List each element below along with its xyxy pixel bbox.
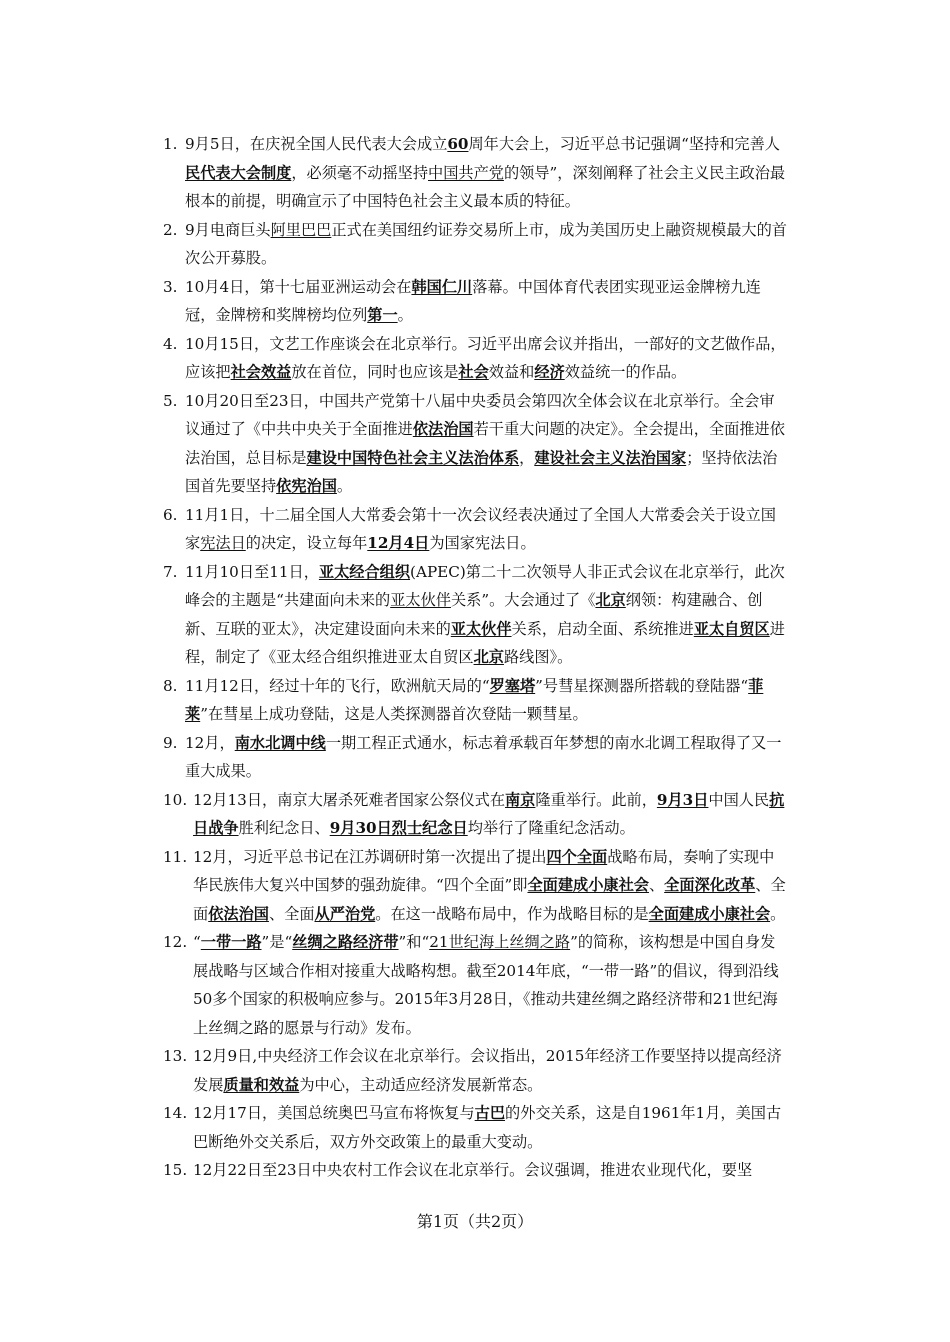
- answer-highlight: 建设中国特色社会主义法治体系: [306, 448, 520, 467]
- answer-highlight: 21世纪海上丝绸之路: [429, 933, 571, 951]
- list-item: [163, 928, 789, 1042]
- text-run: 路线图》。: [503, 648, 573, 666]
- answer-highlight: 9月30日烈士纪念日: [329, 819, 468, 837]
- list-item: [163, 330, 789, 387]
- text-run: 11月10日至11日，: [185, 562, 319, 581]
- item-number: 10.: [163, 790, 188, 809]
- text-run: 战略布局，奏响了实现中华民族伟大复兴中国梦的强劲旋律。“四个全面”即: [193, 847, 775, 894]
- text-run: 11月1日，十二届全国人大常委会第十一次会议经表决通过了全国人大常委会关于设立国家: [185, 505, 776, 552]
- answer-highlight: 中国共产党: [428, 163, 504, 182]
- answer-highlight: 9月3日: [656, 790, 709, 809]
- answer-highlight: 阿里巴巴: [270, 220, 332, 239]
- text-run: 进程，制定了《亚太经合组织推进亚太自贸区: [185, 619, 785, 666]
- answer-highlight: 亚太伙伴: [450, 619, 512, 638]
- answer-highlight: 韩国仁川: [411, 277, 473, 296]
- text-run: 为中心，主动适应经济发展新常态。: [299, 1075, 543, 1094]
- text-run: ；坚持依法治国首先要坚持: [185, 448, 778, 495]
- item-text: [185, 273, 789, 330]
- list-item: [163, 216, 789, 273]
- answer-highlight: 一带一路: [200, 933, 262, 951]
- item-text: [193, 1099, 789, 1156]
- answer-highlight: 南京: [505, 790, 536, 809]
- item-number: 7.: [163, 562, 178, 581]
- text-run: ”是“: [261, 933, 293, 951]
- item-number: 8.: [163, 676, 178, 695]
- text-run: ，: [519, 448, 535, 467]
- text-run: 。: [770, 904, 786, 923]
- item-number: 15.: [163, 1161, 188, 1179]
- answer-highlight: 12月4日: [367, 534, 430, 552]
- list-item: [163, 501, 789, 558]
- text-run: 的外交关系，这是自1961年1月，美国古巴断绝外交关系后，双方外交政策上的最重大变动。: [193, 1104, 782, 1151]
- text-run: 11月12日，经过十年的飞行，欧洲航天局的“: [185, 676, 490, 695]
- answer-highlight: 社会效益: [230, 363, 292, 381]
- answer-highlight: 第一: [367, 306, 398, 324]
- text-run: ”的简称，该构想是中国自身发展战略与区域合作相对接重大战略构想。截至2014年底，“一带一路”的倡议，得到沿线50多个国家的积极响应参与。2015年3月28日，《推动共建丝绸之路经济带和21世纪海上丝绸之路的愿景与行动》发布。: [193, 933, 779, 1037]
- list-item: [163, 729, 789, 786]
- answer-highlight: 古巴: [474, 1104, 506, 1122]
- item-number: 12.: [163, 933, 188, 951]
- text-run: 效益和: [488, 363, 535, 381]
- text-run: 。: [336, 477, 353, 495]
- text-run: 胜利纪念日、: [238, 819, 330, 837]
- answer-highlight: 宪法日: [200, 534, 246, 552]
- text-run: 10月15日，文艺工作座谈会在北京举行。习近平出席会议并指出，一部好的文艺做作品，应该把: [185, 334, 786, 381]
- answer-highlight: 全面建成小康社会: [648, 904, 771, 923]
- text-run: “: [193, 933, 201, 951]
- item-text: [185, 387, 789, 501]
- text-run: 关系，启动全面、系统推进: [511, 619, 694, 638]
- list-item: [163, 1042, 789, 1099]
- answer-highlight: 60: [447, 135, 469, 153]
- text-run: 中国人民: [708, 790, 770, 809]
- text-run: 为国家宪法日。: [429, 534, 536, 552]
- answer-highlight: 四个全面: [546, 847, 608, 866]
- item-number: 2.: [163, 220, 178, 239]
- item-text: [185, 558, 789, 672]
- item-text: [193, 1156, 789, 1185]
- item-text: [193, 843, 789, 929]
- text-run: 12月，: [185, 733, 235, 752]
- text-run: 隆重举行。此前，: [535, 790, 657, 809]
- text-run: 若干重大问题的决定》。全会提出，全面推进依法治国，总目标是: [185, 420, 785, 467]
- answer-highlight: 罗塞塔: [489, 676, 536, 695]
- item-number: 14.: [163, 1104, 188, 1122]
- answer-highlight: 抗日战争: [193, 790, 785, 837]
- item-number: 13.: [163, 1047, 188, 1065]
- text-run: 效益统一的作品。: [564, 363, 687, 381]
- text-run: 12月17日，美国总统奥巴马宣布将恢复与: [193, 1104, 475, 1122]
- text-run: 10月4日，第十七届亚洲运动会在: [185, 277, 412, 296]
- text-run: ”在彗星上成功登陆，这是人类探测器首次登陆一颗彗星。: [200, 705, 588, 723]
- text-run: 、: [648, 876, 665, 894]
- item-number: 5.: [163, 391, 178, 410]
- text-run: 纲领：构建融合、创新、互联的亚太》，决定建设面向未来的: [185, 591, 763, 638]
- text-run: 12月，习近平总书记在江苏调研时第一次提出了提出: [193, 847, 547, 866]
- item-text: [185, 672, 789, 729]
- text-run: 、全面: [193, 876, 786, 923]
- list-item: [163, 1099, 789, 1156]
- answer-highlight: 社会: [458, 363, 489, 381]
- text-run: 放在首位，同时也应该是: [291, 363, 459, 381]
- answer-highlight: 依宪治国: [276, 477, 337, 495]
- text-run: 12月9日,中央经济工作会议在北京举行。会议指出，2015年经济工作要坚持以提高经济发展: [193, 1047, 782, 1094]
- item-text: [193, 928, 789, 1042]
- text-run: 9月电商巨头: [185, 220, 271, 239]
- answer-highlight: 南水北调中线: [234, 733, 326, 752]
- list-item: [163, 672, 789, 729]
- answer-highlight: 从严治党: [314, 904, 376, 923]
- item-text: [185, 501, 789, 558]
- page-footer: 第1页（共2页）: [416, 1212, 534, 1231]
- list-item: [163, 843, 789, 929]
- answer-highlight: 亚太自贸区: [693, 619, 770, 638]
- answer-highlight: 依法治国: [412, 420, 474, 438]
- text-run: (APEC)第二十二次领导人非正式会议在北京举行，此次峰会的主题是“共建面向未来的: [185, 562, 785, 609]
- item-text: [185, 130, 789, 216]
- item-text: [193, 786, 789, 843]
- list-item: [163, 1156, 789, 1185]
- item-number: 1.: [163, 135, 178, 153]
- item-number: 3.: [163, 277, 178, 296]
- document-body: [163, 130, 789, 1185]
- answer-highlight: 亚太伙伴: [390, 591, 451, 609]
- answer-highlight: 全面深化改革: [664, 876, 756, 894]
- item-number: 6.: [163, 505, 178, 524]
- answer-highlight: 建设社会主义法治国家: [534, 448, 687, 467]
- text-run: 落幕。中国体育代表团实现亚运金牌榜九连冠，金牌榜和奖牌榜均位列: [185, 277, 761, 324]
- list-item: [163, 786, 789, 843]
- text-run: 正式在美国纽约证券交易所上市，成为美国历史上融资规模最大的首次公开募股。: [185, 220, 787, 267]
- answer-highlight: 北京: [595, 591, 626, 609]
- text-run: 。: [397, 306, 413, 324]
- answer-highlight: 质量和效益: [223, 1075, 300, 1094]
- text-run: ，必须毫不动摇坚持: [291, 163, 428, 182]
- text-run: 的决定，设立每年: [245, 534, 368, 552]
- item-number: 9.: [163, 733, 178, 752]
- text-run: 9月5日，在庆祝全国人民代表大会成立: [185, 135, 448, 153]
- text-run: 12月13日，南京大屠杀死难者国家公祭仪式在: [193, 790, 506, 809]
- list-item: [163, 387, 789, 501]
- item-number: 11.: [163, 847, 188, 866]
- answer-highlight: 依法治国: [208, 904, 269, 923]
- answer-highlight: 亚太经合组织: [318, 562, 411, 581]
- text-run: 一期工程正式通水，标志着承载百年梦想的南水北调工程取得了又一重大成果。: [185, 733, 782, 780]
- text-run: 关系”。大会通过了《: [450, 591, 596, 609]
- item-number: 4.: [163, 334, 178, 353]
- list-item: [163, 273, 789, 330]
- answer-highlight: 民代表大会制度: [185, 163, 292, 182]
- item-text: [185, 330, 789, 387]
- text-run: 。在这一战略布局中，作为战略目标的是: [375, 904, 649, 923]
- text-run: 10月20日至23日，中国共产党第十八届中央委员会第四次全体会议在北京举行。全会审议通过了《中共中央关于全面推进: [185, 391, 775, 438]
- text-run: ”号彗星探测器所搭载的登陆器“: [535, 676, 749, 695]
- list-item: [163, 130, 789, 216]
- item-text: [185, 216, 789, 273]
- answer-highlight: 菲莱: [185, 676, 764, 723]
- answer-highlight: 全面建成小康社会: [527, 876, 649, 894]
- text-run: ”和“: [398, 933, 430, 951]
- answer-highlight: 北京: [473, 648, 504, 666]
- text-run: 、全面: [268, 904, 315, 923]
- text-run: 的领导”，深刻阐释了社会主义民主政治最根本的前提，明确宣示了中国特色社会主义最本质的特征。: [185, 163, 786, 210]
- text-run: 周年大会上，习近平总书记强调“坚持和完善人: [468, 135, 780, 153]
- item-text: [185, 729, 789, 786]
- answer-highlight: 丝绸之路经济带: [292, 933, 399, 951]
- item-text: [193, 1042, 789, 1099]
- list-item: [163, 558, 789, 672]
- text-run: 均举行了隆重纪念活动。: [467, 819, 635, 837]
- answer-highlight: 经济: [534, 363, 565, 381]
- text-run: 12月22日至23日中央农村工作会议在北京举行。会议强调，推进农业现代化，要坚: [193, 1161, 753, 1179]
